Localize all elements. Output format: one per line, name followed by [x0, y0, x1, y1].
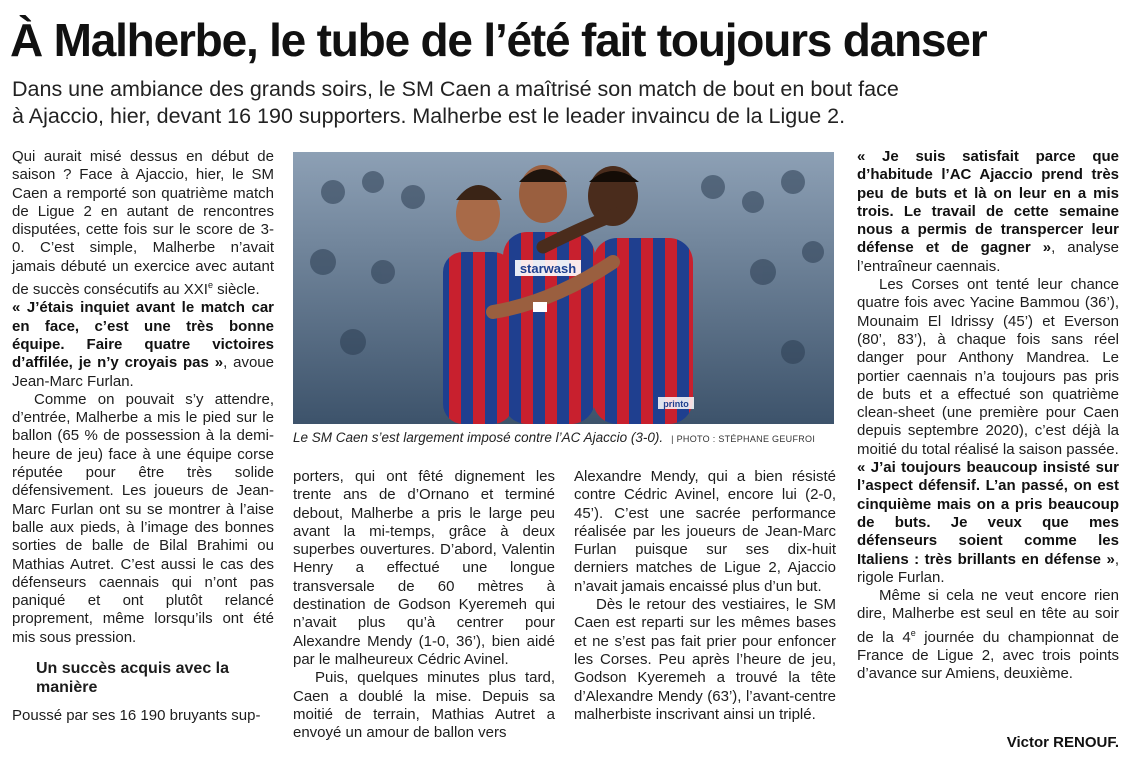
paragraph: Poussé par ses 16 190 bruyants sup-: [12, 707, 261, 725]
article-column-3: [574, 468, 836, 724]
paragraph: Qui aurait misé dessus en début de saison ? Face à Ajaccio, hier, le SM Caen a remporté son quatrième match de Ligue 2 en autant de rencontres disputées, cette fois sur le score de 3-0. C’est simple, Malherbe n’avait jamais débuté un exercice avec autant de succès consécutifs au XXIe siècle.: [12, 148, 274, 299]
quote-paragraph: « Je suis satisfait parce que d’habitude l’AC Ajaccio prend très peu de buts et là on leur en a mis trois. Le travail de cette semaine nous a permis de transpercer leur défense et de gagner », analyse l’entraîneur caennais.: [857, 148, 1119, 275]
quote: « J’ai toujours beaucoup insisté sur l’aspect défensif. L’an passé, on est cinquième mais on a pris beaucoup de buts. Je veux que mes défenseurs soient comme les Italiens : très brillants en défense »: [857, 459, 1119, 568]
paragraph: Dès le retour des vestiaires, le SM Caen est reparti sur les mêmes bases et ne s’est pas fait prier pour enfoncer les Corses. Peu après l’heure de jeu, Godson Kyeremeh a trouvé la tête d’Alexandre Mendy (63’), l’avant-centre malherbiste inscrivant ainsi un triplé.: [574, 596, 836, 723]
paragraph: Alexandre Mendy, qui a bien résisté contre Cédric Avinel, encore lui (2-0, 45’). C’est une sacrée performance réalisée par les joueurs de Jean-Marc Furlan puisque sur ses dix-huit derniers matches de Ligue 2, Ajaccio n’avait jamais encaissé plus d’un but.: [574, 468, 836, 595]
caption-text: Le SM Caen s’est largement imposé contre l’AC Ajaccio (3-0).: [293, 430, 664, 445]
article-column-2: [293, 468, 555, 742]
quote-paragraph: « J’étais inquiet avant le match car en face, c’est une très bonne équipe. Faire quatre victoires d’affilée, je n’y croyais pas », avoue Jean-Marc Furlan.: [12, 299, 274, 390]
photo-caption: [293, 430, 834, 445]
sleeve-sponsor: printo: [663, 399, 689, 409]
paragraph: Les Corses ont tenté leur chance quatre fois avec Yacine Bammou (36’), Mounaim El Idrissy (45’) et Everson (80’, 83’), à chaque fois sans réel danger pour Anthony Mandrea. Le portier caennais n’a toujours pas pris de buts et a effectué son quatrième clean-sheet (une première pour Caen depuis septembre 2020), c’est déjà la moitié du total réalisé la saison passée.: [857, 276, 1119, 458]
standfirst-line-1: Dans une ambiance des grands soirs, le SM Caen a maîtrisé son match de bout en bout face: [12, 77, 899, 101]
quote: « Je suis satisfait parce que d’habitude l’AC Ajaccio prend très peu de buts et là on leur en a mis trois. Le travail de cette semaine nous a permis de transpercer leur défense et de gagner »: [857, 148, 1119, 257]
jersey-sponsor: starwash: [519, 261, 577, 276]
article-column-1: [12, 148, 274, 725]
subheading: Un succès acquis avec la manière: [36, 660, 229, 697]
author-signature: Victor RENOUF.: [1006, 734, 1119, 751]
photo-credit: | PHOTO : STÉPHANE GEUFROI: [671, 434, 816, 444]
article-column-4: [857, 148, 1119, 684]
quote-paragraph: « J’ai toujours beaucoup insisté sur l’aspect défensif. L’an passé, on est cinquième mais on a pris beaucoup de buts. Je veux que mes défenseurs soient comme les Italiens : très brillants en défense », rigole Furlan.: [857, 459, 1119, 586]
paragraph: Comme on pouvait s’y attendre, d’entrée, Malherbe a mis le pied sur le ballon (65 % de possession à la demi-heure de jeu) face à une équipe corse réputée pour être très solide défensivement. Les joueurs de Jean-Marc Furlan ont su se montrer à l’aise balle aux pieds, à l’image des bonnes sorties de balle de Bilal Brahimi ou Mathias Autret. C’est aussi le cas des défenseurs caennais qui n’ont pas paniqué et ont plutôt relancé proprement, même lorsqu’ils ont été mis sous pression.: [12, 390, 274, 646]
paragraph: porters, qui ont fêté dignement les trente ans de d’Ornano et terminé debout, Malherbe a pris le large peu avant la mi-temps, grâce à deux superbes ouvertures. D’abord, Valentin Henry a effectué une longue transversale de 60 mètres à destination de Godson Kyeremeh qui n’avait plus qu’à centrer pour Alexandre Mendy (1-0, 36’), bien aidé par le malheureux Cédric Avinel.: [293, 468, 555, 668]
players-celebrating-illustration: [293, 152, 834, 424]
standfirst: [12, 76, 942, 130]
standfirst-line-2: à Ajaccio, hier, devant 16 190 supporters. Malherbe est le leader invaincu de la Ligue 2.: [12, 104, 846, 128]
paragraph: Même si cela ne veut encore rien dire, Malherbe est seul en tête au soir de la 4e journée du championnat de France de Ligue 2, avec trois points d’avance sur Amiens, deuxième.: [857, 587, 1119, 683]
match-photo: [293, 152, 834, 424]
paragraph: Puis, quelques minutes plus tard, Caen a doublé la mise. Depuis sa moitié de terrain, Mathias Autret a envoyé un amour de ballon vers: [293, 669, 555, 742]
quote: « J’étais inquiet avant le match car en face, c’est une très bonne équipe. Faire quatre victoires d’affilée, je n’y croyais pas »: [12, 299, 274, 372]
headline: À Malherbe, le tube de l’été fait toujours danser: [10, 14, 987, 66]
